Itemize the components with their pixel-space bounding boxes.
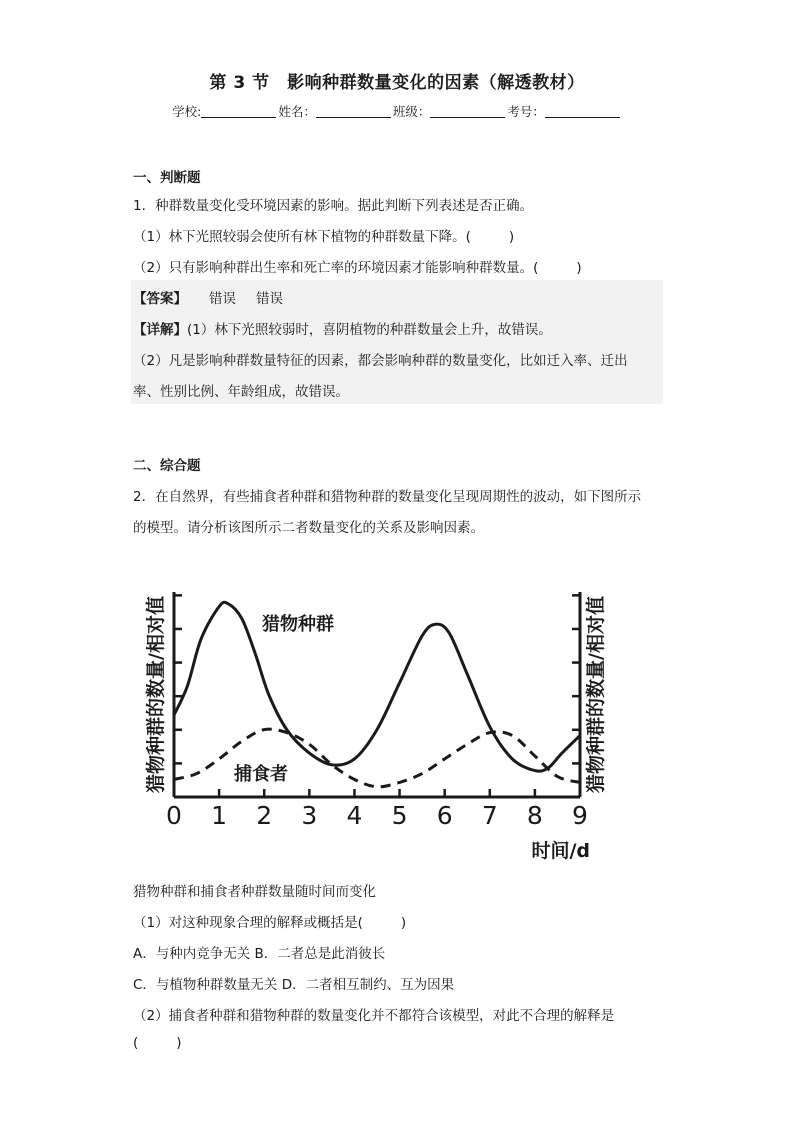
- school-blank[interactable]: [201, 103, 276, 118]
- student-info-line: [0, 102, 794, 120]
- section1-heading: 一、判断题: [133, 170, 201, 186]
- x-tick-label: 9: [572, 801, 588, 830]
- x-tick-label: 1: [211, 801, 228, 830]
- q1-sub2-text: （2）只有影响种群出生率和死亡率的环境因素才能影响种群数量。(: [133, 260, 539, 276]
- x-tick-label: 0: [166, 801, 182, 830]
- population-chart-svg: [142, 560, 622, 865]
- q2-stem-b: 的模型。请分析该图所示二者数量变化的关系及影响因素。: [133, 520, 484, 536]
- x-tick-label: 5: [391, 801, 408, 830]
- section2-heading: 二、综合题: [133, 458, 201, 474]
- x-tick-label: 8: [526, 801, 543, 830]
- q1-stem: 1．种群数量变化受环境因素的影响。据此判断下列表述是否正确。: [133, 198, 534, 214]
- y-axis-label-left: 猎物种群的数量/相对值: [145, 596, 167, 793]
- x-tick-label: 2: [256, 801, 273, 830]
- y-axis-label-right: 猎物种群的数量/相对值: [585, 596, 607, 793]
- q1-sub1-text: （1）林下光照较弱会使所有林下植物的种群数量下降。(: [133, 229, 471, 245]
- q2-stem-a: 2．在自然界，有些捕食者种群和猎物种群的数量变化呈现周期性的波动，如下图所示: [133, 489, 642, 505]
- population-chart: [142, 560, 622, 865]
- detail-label: 【详解】: [133, 322, 187, 338]
- predator-series-label: 捕食者: [234, 764, 288, 785]
- q1-sub1-close: ): [508, 229, 515, 245]
- x-tick-label: 3: [301, 801, 318, 830]
- answer-1: 错误: [209, 291, 236, 307]
- detail-line-1: [133, 318, 552, 338]
- q1-sub2: [133, 256, 582, 276]
- x-tick-label: 7: [481, 801, 498, 830]
- number-blank[interactable]: [545, 103, 620, 118]
- prey-series-label: 猎物种群: [262, 614, 334, 635]
- number-label: 考号：: [507, 104, 545, 119]
- class-label: 班级：: [392, 104, 431, 119]
- chart-caption: 猎物种群和捕食者种群数量随时间而变化: [133, 884, 376, 900]
- school-label: 学校:: [172, 104, 202, 119]
- x-tick-label: 6: [436, 801, 453, 830]
- q2-sub2-open: (: [133, 1035, 139, 1051]
- detail-2b: 率、性别比例、年龄组成，故错误。: [133, 384, 349, 400]
- q1-sub1: [133, 225, 514, 245]
- q2-sub1-close: ): [400, 915, 407, 931]
- x-axis-label: 时间/d: [531, 840, 590, 862]
- name-blank[interactable]: [316, 103, 391, 118]
- answer-label: 【答案】: [133, 291, 187, 307]
- q2-sub1: [133, 911, 406, 931]
- name-label: 姓名：: [278, 104, 316, 119]
- q2-sub1-text: （1）对这种现象合理的解释或概括是(: [133, 915, 363, 931]
- class-blank[interactable]: [430, 103, 505, 118]
- q2-sub2: （2）捕食者种群和猎物种群的数量变化并不都符合该模型，对此不合理的解释是: [133, 1008, 615, 1024]
- answer-line: [133, 287, 283, 307]
- q2-sub2-close: ): [176, 1035, 182, 1051]
- x-tick-label: 4: [346, 801, 363, 830]
- q2-sub2-bracket: [133, 1035, 182, 1051]
- answer-2: 错误: [256, 291, 283, 307]
- detail-1: (1）林下光照较弱时，喜阴植物的种群数量会上升，故错误。: [187, 322, 552, 338]
- q1-sub2-close: ): [576, 260, 582, 276]
- option-ab: A．与种内竞争无关 B．二者总是此消彼长: [133, 946, 386, 962]
- detail-2a: （2）凡是影响种群数量特征的因素，都会影响种群的数量变化，比如迁入率、迁出: [133, 353, 628, 369]
- page-title: 第 3 节 影响种群数量变化的因素（解透教材）: [209, 73, 585, 93]
- option-cd: C．与植物种群数量无关 D．二者相互制约、互为因果: [133, 977, 455, 993]
